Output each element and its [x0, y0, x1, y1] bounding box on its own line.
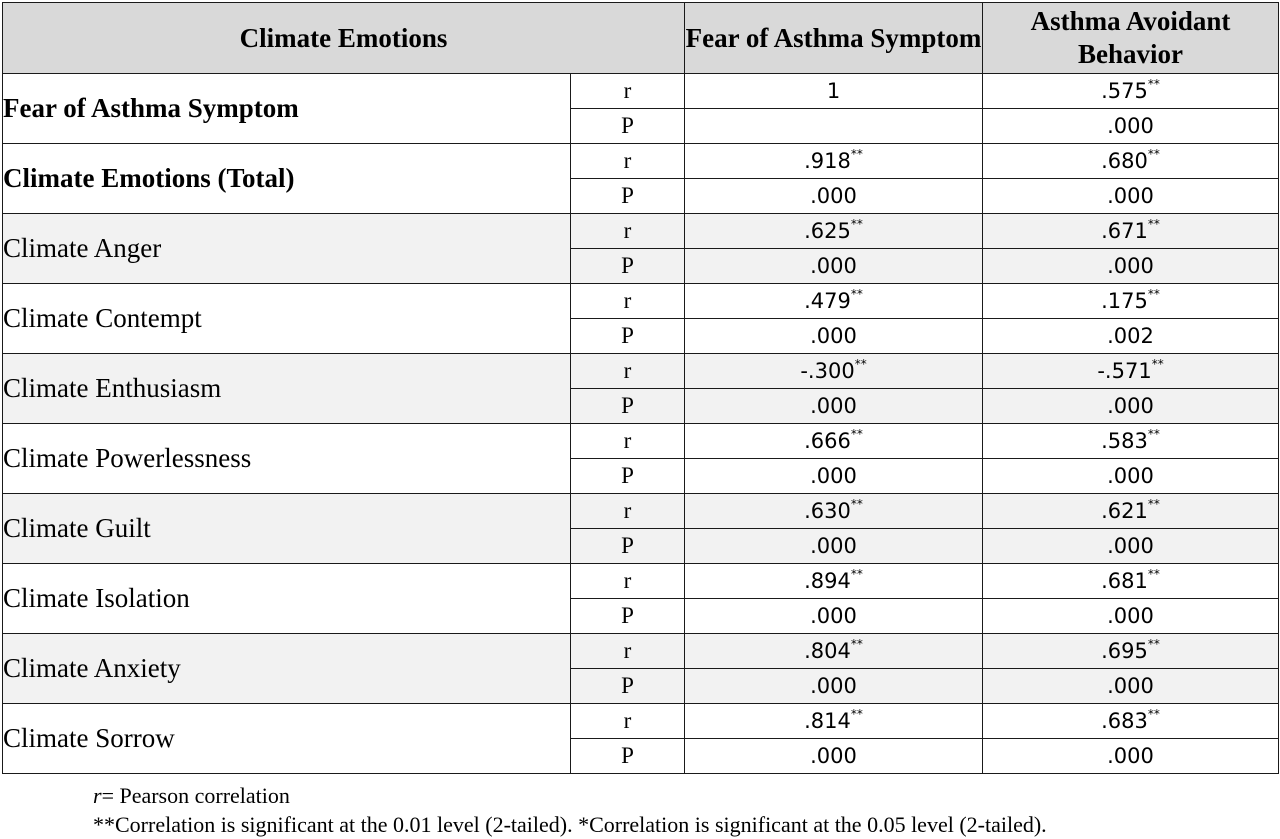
- fear-p-value: .000: [685, 389, 983, 424]
- avoid-r-cell: [983, 634, 1279, 669]
- table-row: [3, 144, 1279, 179]
- stat-label-p: P: [571, 109, 685, 144]
- fear-r-significance: **: [850, 427, 863, 441]
- row-label: Climate Anger: [3, 214, 571, 284]
- fear-r-value: .814: [804, 709, 851, 733]
- avoid-r-cell: [983, 564, 1279, 599]
- stat-label-p: P: [571, 319, 685, 354]
- fear-r-cell: [685, 494, 983, 529]
- fear-r-cell: [685, 214, 983, 249]
- avoid-p-value: .000: [983, 389, 1279, 424]
- avoid-r-value: -.571: [1097, 359, 1152, 383]
- stat-label-p: P: [571, 739, 685, 774]
- avoid-r-value: .683: [1101, 709, 1148, 733]
- fear-r-cell: [685, 354, 983, 389]
- fear-p-value: .000: [685, 179, 983, 214]
- avoid-p-value: .000: [983, 109, 1279, 144]
- row-label: Climate Sorrow: [3, 704, 571, 774]
- avoid-p-value: .000: [983, 179, 1279, 214]
- fear-r-significance: **: [850, 707, 863, 721]
- stat-label-p: P: [571, 249, 685, 284]
- fear-r-significance: **: [850, 147, 863, 161]
- note-pearson: [93, 781, 1047, 810]
- fear-p-value: .000: [685, 319, 983, 354]
- avoid-r-significance: **: [1147, 637, 1160, 651]
- avoid-r-cell: [983, 144, 1279, 179]
- fear-p-value: .000: [685, 599, 983, 634]
- table-row: [3, 214, 1279, 249]
- fear-r-cell: [685, 704, 983, 739]
- avoid-r-significance: **: [1147, 707, 1160, 721]
- row-label: Climate Anxiety: [3, 634, 571, 704]
- fear-r-value: .804: [804, 639, 851, 663]
- row-label: Fear of Asthma Symptom: [3, 74, 571, 144]
- stat-label-r: r: [571, 424, 685, 459]
- avoid-r-value: .671: [1101, 219, 1148, 243]
- table-row: [3, 284, 1279, 319]
- fear-r-value: .666: [804, 429, 851, 453]
- stat-label-r: r: [571, 564, 685, 599]
- stat-label-p: P: [571, 529, 685, 564]
- fear-r-cell: [685, 284, 983, 319]
- fear-r-significance: **: [854, 357, 867, 371]
- fear-r-significance: **: [850, 217, 863, 231]
- avoid-r-value: .583: [1101, 429, 1148, 453]
- fear-p-value: .000: [685, 249, 983, 284]
- avoid-r-cell: [983, 284, 1279, 319]
- stat-label-r: r: [571, 494, 685, 529]
- fear-r-value: .625: [804, 219, 851, 243]
- avoid-r-cell: [983, 354, 1279, 389]
- avoid-r-cell: [983, 74, 1279, 109]
- avoid-r-significance: **: [1147, 497, 1160, 511]
- row-label: Climate Isolation: [3, 564, 571, 634]
- avoid-r-significance: **: [1147, 217, 1160, 231]
- header-row: [3, 3, 1279, 74]
- avoid-r-significance: **: [1151, 357, 1164, 371]
- fear-p-value: .000: [685, 529, 983, 564]
- avoid-r-value: .175: [1101, 289, 1148, 313]
- stat-label-p: P: [571, 179, 685, 214]
- table-row: [3, 424, 1279, 459]
- fear-r-cell: [685, 74, 983, 109]
- stat-label-p: P: [571, 599, 685, 634]
- header-climate-emotions: Climate Emotions: [3, 3, 685, 74]
- avoid-r-value: .695: [1101, 639, 1148, 663]
- table-row: [3, 494, 1279, 529]
- avoid-r-significance: **: [1147, 147, 1160, 161]
- fear-r-significance: **: [850, 567, 863, 581]
- fear-r-cell: [685, 424, 983, 459]
- table-row: [3, 74, 1279, 109]
- stat-label-p: P: [571, 459, 685, 494]
- note-r-definition: = Pearson correlation: [101, 783, 290, 808]
- avoid-r-value: .681: [1101, 569, 1148, 593]
- row-label: Climate Enthusiasm: [3, 354, 571, 424]
- avoid-r-value: .680: [1101, 149, 1148, 173]
- stat-label-p: P: [571, 669, 685, 704]
- stat-label-r: r: [571, 144, 685, 179]
- avoid-r-value: .575: [1101, 79, 1148, 103]
- avoid-r-cell: [983, 214, 1279, 249]
- fear-r-cell: [685, 564, 983, 599]
- stat-label-r: r: [571, 74, 685, 109]
- header-asthma-avoidant-behavior: Asthma Avoidant Behavior: [983, 3, 1279, 74]
- avoid-p-value: .000: [983, 529, 1279, 564]
- note-r-symbol: r: [93, 783, 102, 808]
- avoid-r-significance: **: [1147, 567, 1160, 581]
- avoid-r-cell: [983, 424, 1279, 459]
- table-row: [3, 704, 1279, 739]
- avoid-r-significance: **: [1147, 287, 1160, 301]
- stat-label-p: P: [571, 389, 685, 424]
- fear-p-value: .000: [685, 459, 983, 494]
- stat-label-r: r: [571, 354, 685, 389]
- note-significance: **Correlation is significant at the 0.01 level (2-tailed). *Correlation is significant at the 0.05 level (2-tailed).: [93, 812, 1047, 837]
- table-body: [3, 74, 1279, 774]
- fear-p-value: .000: [685, 739, 983, 774]
- row-label: Climate Emotions (Total): [3, 144, 571, 214]
- fear-r-significance: **: [850, 637, 863, 651]
- table-notes: [93, 781, 1047, 839]
- fear-r-value: .894: [804, 569, 851, 593]
- fear-r-value: .630: [804, 499, 851, 523]
- avoid-r-value: .621: [1101, 499, 1148, 523]
- avoid-p-value: .000: [983, 669, 1279, 704]
- table-row: [3, 564, 1279, 599]
- header-fear-of-asthma-symptom: Fear of Asthma Symptom: [685, 3, 983, 74]
- fear-p-value: [685, 109, 983, 144]
- fear-r-value: 1: [826, 79, 841, 103]
- stat-label-r: r: [571, 214, 685, 249]
- stat-label-r: r: [571, 704, 685, 739]
- avoid-r-cell: [983, 704, 1279, 739]
- avoid-r-significance: **: [1147, 427, 1160, 441]
- row-label: Climate Contempt: [3, 284, 571, 354]
- avoid-p-value: .000: [983, 249, 1279, 284]
- correlation-table: [2, 2, 1279, 774]
- fear-r-value: -.300: [800, 359, 855, 383]
- stat-label-r: r: [571, 634, 685, 669]
- fear-r-significance: **: [850, 287, 863, 301]
- fear-p-value: .000: [685, 669, 983, 704]
- stat-label-r: r: [571, 284, 685, 319]
- avoid-p-value: .002: [983, 319, 1279, 354]
- fear-r-value: .918: [804, 149, 851, 173]
- fear-r-cell: [685, 634, 983, 669]
- avoid-r-cell: [983, 494, 1279, 529]
- fear-r-cell: [685, 144, 983, 179]
- fear-r-significance: **: [850, 497, 863, 511]
- avoid-p-value: .000: [983, 599, 1279, 634]
- row-label: Climate Powerlessness: [3, 424, 571, 494]
- avoid-p-value: .000: [983, 739, 1279, 774]
- table-row: [3, 354, 1279, 389]
- table-row: [3, 634, 1279, 669]
- fear-r-value: .479: [804, 289, 851, 313]
- row-label: Climate Guilt: [3, 494, 571, 564]
- avoid-r-significance: **: [1147, 77, 1160, 91]
- avoid-p-value: .000: [983, 459, 1279, 494]
